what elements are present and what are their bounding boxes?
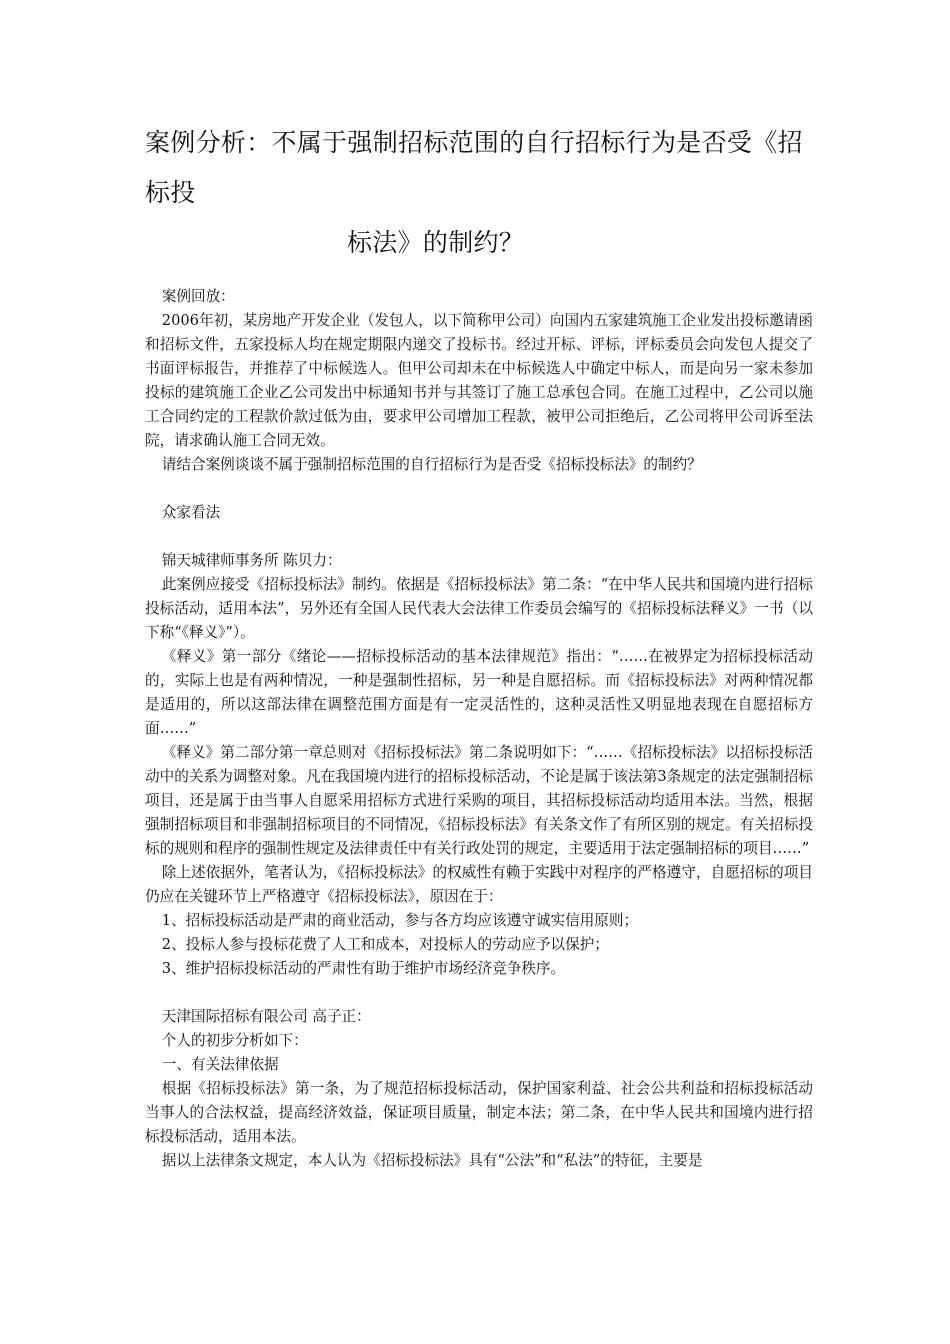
paragraph-gao-1: 根据《招标投标法》第一条，为了规范招标投标活动，保护国家利益、社会公共利益和招标投标活动当事人的合法权益，提高经济效益，保证项目质量，制定本法；第二条，在中华人民共和国境内进行招标投标活动，适用本法。 xyxy=(145,1080,813,1145)
list-item-1: 1、招标投标活动是严肃的商业活动，参与各方均应该遵守诚实信用原则； xyxy=(161,912,639,929)
title-line-2: 标法》的制约？ xyxy=(347,228,525,257)
title-line-1: 案例分析：不属于强制招标范围的自行招标行为是否受《招标投 xyxy=(145,128,803,207)
paragraph-chen-2: 《释义》第一部分《绪论——招标投标活动的基本法律规范》指出：“……在被界定为招标投标活动的，实际上也是有两种情况，一种是强制性招标，另一种是自愿招标。而《招标投标法》对两种情况都是适用的，所以这部法律在调整范围方面是有一定灵活性的，这种灵活性又明显地表现在自愿招标方面……” xyxy=(145,648,813,737)
paragraph-chen-1: 此案例应接受《招标投标法》制约。依据是《招标投标法》第二条：“在中华人民共和国境内进行招标投标活动，适用本法”，另外还有全国人民代表大会法律工作委员会编写的《招标投标法释义》一书（以下称“《释义》”）。 xyxy=(145,576,813,641)
author-line-chen: 锦天城律师事务所 陈贝力： xyxy=(161,552,342,569)
list-item-2: 2、投标人参与投标花费了人工和成本，对投标人的劳动应予以保护； xyxy=(161,936,609,953)
section-label-case-review: 案例回放： xyxy=(161,288,235,305)
paragraph-gao-intro: 个人的初步分析如下： xyxy=(161,1032,308,1049)
paragraph-gao-2: 据以上法律条文规定，本人认为《招标投标法》具有“公法”和“私法”的特征，主要是 xyxy=(161,1152,703,1169)
document-title xyxy=(145,118,815,268)
spacer xyxy=(145,981,813,1005)
heading-legal-basis: 一、有关法律依据 xyxy=(161,1056,279,1073)
paragraph-question: 请结合案例谈谈不属于强制招标范围的自行招标行为是否受《招标投标法》的制约？ xyxy=(161,456,702,473)
paragraph-case-description: 2006年初，某房地产开发企业（发包人，以下简称甲公司）向国内五家建筑施工企业发出投标邀请函和招标文件，五家投标人均在规定期限内递交了投标书。经过开标、评标，评标委员会向发包人提交了书面评标报告，并推荐了中标候选人。但甲公司却未在中标候选人中确定中标人，而是向另一家未参加投标的建筑施工企业乙公司发出中标通知书并与其签订了施工总承包合同。在施工过程中，乙公司以施工合同约定的工程款价款过低为由，要求甲公司增加工程款，被甲公司拒绝后，乙公司将甲公司诉至法院，请求确认施工合同无效。 xyxy=(145,312,813,449)
document-body xyxy=(145,285,813,1173)
spacer xyxy=(145,477,813,501)
paragraph-chen-4: 除上述依据外，笔者认为，《招标投标法》的权威性有赖于实践中对程序的严格遵守，自愿招标的项目仍应在关键环节上严格遵守《招标投标法》，原因在于： xyxy=(145,864,813,905)
list-item-3: 3、维护招标投标活动的严肃性有助于维护市场经济竞争秩序。 xyxy=(161,960,566,977)
spacer xyxy=(145,525,813,549)
paragraph-chen-3: 《释义》第二部分第一章总则对《招标投标法》第二条说明如下：“……《招标投标法》以招标投标活动中的关系为调整对象。凡在我国境内进行的招标投标活动，不论是属于该法第3条规定的法定强制招标项目，还是属于由当事人自愿采用招标方式进行采购的项目，其招标投标活动均适用本法。当然，根据强制招标项目和非强制招标项目的不同情况，《招标投标法》有关条文作了有所区别的规定。有关招标投标的规则和程序的强制性规定及法律责任中有关行政处罚的规定，主要适用于法定强制招标的项目……” xyxy=(145,744,813,857)
author-line-gao: 天津国际招标有限公司 高子正： xyxy=(161,1008,371,1025)
section-label-opinions: 众家看法 xyxy=(161,504,221,521)
